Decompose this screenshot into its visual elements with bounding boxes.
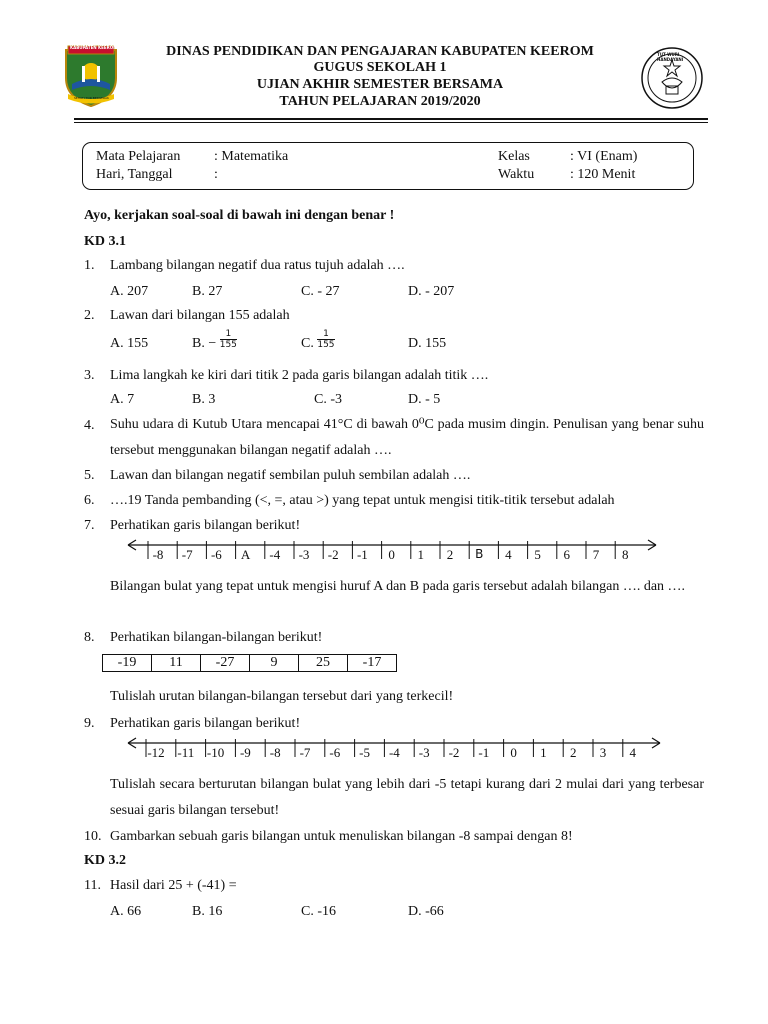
- table-cell: -17: [348, 655, 397, 672]
- question-9-paragraph: Tulislah secara berturutan bilangan bulat yang lebih dari -5 tetapi kurang dari 2 mulai dari yang terbesar sesuai garis bilangan tersebut!: [110, 777, 704, 818]
- table-cell: 11: [152, 655, 201, 672]
- kd-3-1-heading: KD 3.1: [84, 234, 126, 249]
- tick-label: 2: [569, 745, 577, 760]
- tick-label: -5: [359, 745, 371, 760]
- number-line-q7: [124, 536, 660, 570]
- fraction: [317, 329, 334, 350]
- question-number: 3.: [84, 368, 95, 383]
- question-text: Lawan dari bilangan 155 adalah: [110, 308, 290, 323]
- tick-label: -2: [327, 547, 339, 562]
- question-text: Perhatikan bilangan-bilangan berikut!: [110, 630, 323, 645]
- option-d: D. - 207: [408, 284, 455, 299]
- tick-label: -3: [418, 745, 430, 760]
- question-8-paragraph: Tulislah urutan bilangan-bilangan tersebut dari yang terkecil!: [110, 689, 454, 704]
- instruction-text: Ayo, kerjakan soal-soal di bawah ini dengan benar !: [84, 208, 395, 223]
- tick-label: -3: [298, 547, 310, 562]
- header-divider-thin: [74, 122, 708, 123]
- question-text: Lambang bilangan negatif dua ratus tujuh adalah ….: [110, 258, 405, 273]
- question-number: 5.: [84, 468, 95, 483]
- tick-label: 0: [388, 547, 395, 562]
- tick-label: 2: [446, 547, 454, 562]
- tick-label: -11: [177, 745, 195, 760]
- header-divider-thick: [74, 118, 708, 120]
- number-line-q9: [124, 734, 664, 768]
- table-cell: 9: [250, 655, 299, 672]
- question-7-paragraph: Bilangan bulat yang tepat untuk mengisi huruf A dan B pada garis tersebut adalah bilangan …. dan ….: [110, 579, 686, 594]
- tick-label: 4: [505, 547, 512, 562]
- question-2: [84, 308, 704, 326]
- question-4-text: Suhu udara di Kutub Utara mencapai 41°C di bawah 0⁰C pada musim dingin. Penulisan yang benar suhu tersebut menggunakan bilangan negatif adalah ….: [110, 417, 704, 458]
- table-row: [103, 655, 397, 672]
- tick-label: 3: [599, 745, 607, 760]
- question-3-options: [84, 392, 704, 410]
- table-cell: -27: [201, 655, 250, 672]
- tick-label: 4: [629, 745, 637, 760]
- tick-label: -12: [147, 745, 165, 760]
- tick-label: B: [475, 547, 484, 561]
- question-1-options: [84, 284, 704, 302]
- question-text: Lawan dan bilangan negatif sembilan puluh sembilan adalah ….: [110, 468, 471, 483]
- question-text: Lima langkah ke kiri dari titik 2 pada garis bilangan adalah titik ….: [110, 368, 489, 383]
- question-10: [84, 829, 704, 847]
- fraction-numerator: 1: [220, 329, 237, 340]
- option-c: C. - 27: [301, 284, 340, 299]
- class-label: Kelas: [498, 149, 530, 164]
- table-cell: 25: [299, 655, 348, 672]
- question-number: 6.: [84, 493, 95, 508]
- question-11-options: [84, 904, 704, 922]
- tick-label: -10: [206, 745, 225, 760]
- option-b: B. 16: [192, 904, 223, 919]
- question-4-number: 4.: [84, 418, 95, 433]
- tick-label: -4: [388, 745, 400, 760]
- option-c-prefix: C.: [301, 336, 314, 351]
- option-b: B. 27: [192, 284, 223, 299]
- option-a: A. 7: [110, 392, 135, 407]
- question-5: [84, 468, 704, 486]
- question-11: [84, 878, 704, 896]
- fraction: [220, 329, 237, 350]
- time-value: : 120 Menit: [570, 167, 636, 182]
- question-text: Perhatikan garis bilangan berikut!: [110, 716, 301, 731]
- option-b: B. 3: [192, 392, 216, 407]
- question-number: 11.: [84, 878, 101, 893]
- option-c: [301, 329, 335, 352]
- tick-label: A: [240, 547, 251, 562]
- fraction-denominator: 155: [317, 340, 335, 351]
- tut-wuri-handayani-logo: [640, 46, 704, 110]
- tick-label: 8: [621, 547, 629, 562]
- tick-label: -4: [269, 547, 281, 562]
- question-9: [84, 716, 704, 734]
- header-line-1: DINAS PENDIDIKAN DAN PENGAJARAN KABUPATEN KEEROM: [166, 44, 594, 59]
- option-a: A. 66: [110, 904, 142, 919]
- class-value: : VI (Enam): [570, 149, 638, 164]
- subject-value: : Matematika: [214, 149, 289, 164]
- tick-label: -1: [478, 745, 490, 760]
- tick-label: 1: [540, 745, 547, 760]
- question-7: [84, 518, 704, 536]
- header-line-4: TAHUN PELAJARAN 2019/2020: [279, 94, 481, 109]
- question-text: Gambarkan sebuah garis bilangan untuk menuliskan bilangan -8 sampai dengan 8!: [110, 829, 573, 844]
- option-a: A. 155: [110, 336, 149, 351]
- question-1: [84, 258, 704, 276]
- tick-label: -2: [448, 745, 460, 760]
- table-cell: -19: [103, 655, 152, 672]
- tick-label: -6: [210, 547, 222, 562]
- question-number: 8.: [84, 630, 95, 645]
- question-3: [84, 368, 704, 386]
- question-8: [84, 630, 704, 648]
- question-text: Hasil dari 25 + (-41) =: [110, 878, 237, 893]
- tick-label: 7: [592, 547, 600, 562]
- option-d: D. -66: [408, 904, 444, 919]
- logo-left-text: KABUPATEN KEEROM: [70, 45, 118, 50]
- question-6: [84, 493, 704, 511]
- option-d: D. 155: [408, 336, 447, 351]
- fraction-numerator: 1: [317, 329, 334, 340]
- logo-right-text: TUT WURI HANDAYANI: [657, 52, 684, 62]
- option-c: C. -16: [301, 904, 336, 919]
- question-text: Perhatikan garis bilangan berikut!: [110, 518, 301, 533]
- keerom-logo: [62, 44, 120, 108]
- day-value: :: [214, 167, 218, 182]
- numbers-table: [102, 654, 397, 672]
- tick-label: 6: [563, 547, 571, 562]
- question-number: 10.: [84, 829, 102, 844]
- kd-3-2-heading: KD 3.2: [84, 853, 126, 868]
- tick-label: -1: [356, 547, 368, 562]
- question-number: 9.: [84, 716, 95, 731]
- time-label: Waktu: [498, 167, 535, 182]
- option-c: C. -3: [314, 392, 342, 407]
- logo-left-motto: SEHATI TOR BERGERAK: [74, 96, 110, 100]
- subject-label: Mata Pelajaran: [96, 149, 181, 164]
- header-line-3: UJIAN AKHIR SEMESTER BERSAMA: [256, 77, 504, 92]
- tick-label: 5: [534, 547, 541, 562]
- fraction-denominator: 155: [219, 340, 237, 351]
- tick-label: -9: [239, 745, 251, 760]
- question-number: 2.: [84, 308, 95, 323]
- question-number: 1.: [84, 258, 95, 273]
- option-b: [192, 329, 237, 352]
- question-number: 7.: [84, 518, 95, 533]
- tick-label: 1: [417, 547, 425, 562]
- tick-label: -7: [299, 745, 311, 760]
- header-line-2: GUGUS SEKOLAH 1: [313, 60, 447, 75]
- tick-label: -6: [329, 745, 341, 760]
- tick-label: 0: [510, 745, 517, 760]
- option-a: A. 207: [110, 284, 149, 299]
- option-b-prefix: B. −: [192, 336, 217, 351]
- tick-label: -7: [181, 547, 193, 562]
- option-d: D. - 5: [408, 392, 441, 407]
- tick-label: -8: [152, 547, 164, 562]
- day-label: Hari, Tanggal: [96, 167, 173, 182]
- question-text: ….19 Tanda pembanding (<, =, atau >) yang tepat untuk mengisi titik-titik tersebut adalah: [110, 493, 615, 508]
- tick-label: -8: [269, 745, 281, 760]
- question-2-options: [84, 330, 704, 358]
